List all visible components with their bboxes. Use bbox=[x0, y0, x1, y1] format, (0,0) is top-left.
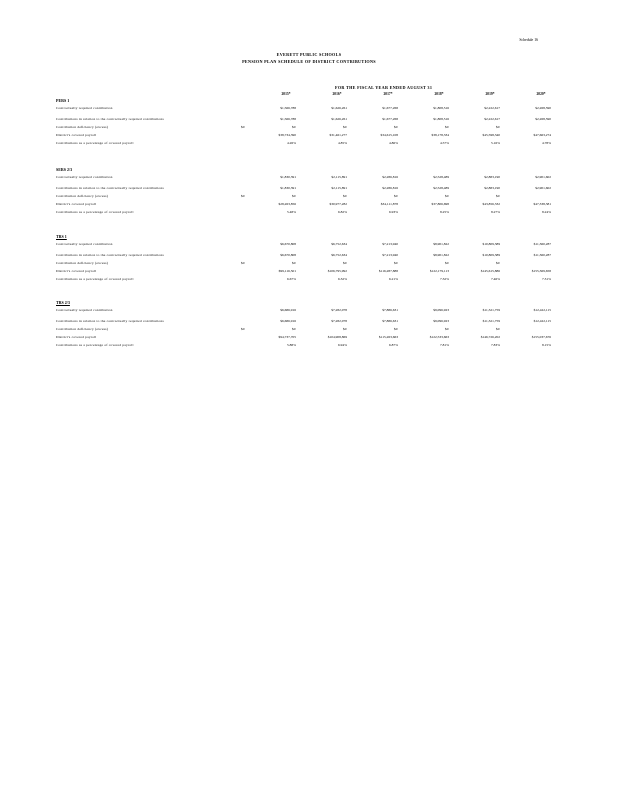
cell-pct: 6.21% bbox=[388, 277, 398, 281]
cell-payroll: $34,111,878 bbox=[380, 202, 398, 206]
cell-in-relation: $1,830,391 bbox=[280, 186, 296, 190]
cell-deficiency: $0 bbox=[394, 125, 398, 129]
row-label: Contributions as a percentage of covered payroll bbox=[56, 141, 134, 145]
cell-payroll: $155,037,676 bbox=[531, 335, 551, 339]
cell-payroll: $122,533,663 bbox=[429, 335, 449, 339]
cell-required: $9,096,923 bbox=[433, 308, 449, 312]
year-header: 2019* bbox=[485, 92, 495, 96]
cell-pct: 4.85% bbox=[337, 141, 347, 145]
row-label: Contributions in relation to the contractually required contributions bbox=[56, 253, 164, 257]
cell-pct: 7.46% bbox=[490, 277, 500, 281]
cell-pct: 4.26% bbox=[286, 141, 296, 145]
cell-in-relation: $2,883,190 bbox=[484, 186, 500, 190]
cell-pct: 8.27% bbox=[490, 210, 500, 214]
cell-required: $1,626,261 bbox=[331, 106, 347, 110]
cell-in-relation: $2,901,602 bbox=[535, 186, 551, 190]
cell-required: $11,321,759 bbox=[482, 308, 500, 312]
cell-pct: 5.88% bbox=[286, 343, 296, 347]
cell-pct: 4.78% bbox=[541, 141, 551, 145]
cell-deficiency: $0 bbox=[292, 194, 296, 198]
year-header: 2020* bbox=[536, 92, 546, 96]
cell-payroll: $104,908,869 bbox=[327, 335, 347, 339]
row-label: Contributions in relation to the contractually required contributions bbox=[56, 319, 164, 323]
cell-deficiency: $0 bbox=[496, 125, 500, 129]
cell-pct: 6.67% bbox=[286, 277, 296, 281]
cell-required: $2,268,590 bbox=[535, 106, 551, 110]
schedule-label: Schedule 16 bbox=[519, 38, 538, 42]
cell-deficiency: $0 bbox=[394, 327, 398, 331]
cell-deficiency: $0 bbox=[292, 261, 296, 265]
cell-deficiency: $0 bbox=[343, 327, 347, 331]
cell-in-relation: $6,670,808 bbox=[280, 253, 296, 257]
cell-pct: 4.86% bbox=[388, 141, 398, 145]
cell-in-relation: $9,096,923 bbox=[433, 319, 449, 323]
cell-pct: 8.24% bbox=[541, 210, 551, 214]
cell-payroll: $31,461,277 bbox=[329, 133, 347, 137]
cell-pct: 7.81% bbox=[439, 343, 449, 347]
cell-payroll: $115,263,663 bbox=[378, 335, 398, 339]
cell-deficiency: $0 bbox=[445, 261, 449, 265]
cell-payroll: $34,615,108 bbox=[380, 133, 398, 137]
cell-pct: 8.25% bbox=[439, 210, 449, 214]
year-header: 2017* bbox=[383, 92, 393, 96]
cell-payroll: $45,598,340 bbox=[482, 133, 500, 137]
cell-deficiency: $0 bbox=[241, 125, 245, 129]
cell-deficiency: $0 bbox=[394, 194, 398, 198]
cell-payroll: $43,856,332 bbox=[482, 202, 500, 206]
cell-required: $10,809,389 bbox=[482, 242, 500, 246]
cell-pct: 4.57% bbox=[439, 141, 449, 145]
cell-pct: 6.94% bbox=[337, 343, 347, 347]
cell-pct: 5.16% bbox=[490, 141, 500, 145]
cell-deficiency: $0 bbox=[445, 194, 449, 198]
cell-payroll: $38,178,334 bbox=[431, 133, 449, 137]
cell-in-relation: $7,886,631 bbox=[382, 319, 398, 323]
section-title: SERS 2/3 bbox=[56, 167, 73, 172]
cell-deficiency: $0 bbox=[343, 194, 347, 198]
cell-deficiency: $0 bbox=[241, 194, 245, 198]
cell-in-relation: $6,752,634 bbox=[331, 253, 347, 257]
cell-payroll: $99,116,501 bbox=[278, 269, 296, 273]
cell-required: $7,886,631 bbox=[382, 308, 398, 312]
row-label: Contractually required contribution bbox=[56, 242, 113, 246]
cell-required: $2,528,489 bbox=[433, 175, 449, 179]
cell-deficiency: $0 bbox=[496, 194, 500, 198]
cell-pct: 7.31% bbox=[541, 277, 551, 281]
cell-in-relation: $2,286,816 bbox=[382, 186, 398, 190]
period-heading: FOR THE FISCAL YEAR ENDED AUGUST 31 bbox=[335, 85, 433, 90]
cell-in-relation: $1,808,516 bbox=[433, 117, 449, 121]
cell-deficiency: $0 bbox=[496, 327, 500, 331]
row-label: District's covered payroll bbox=[56, 202, 97, 206]
cell-required: $12,422,115 bbox=[533, 308, 551, 312]
row-label: Contribution deficiency (excess) bbox=[56, 327, 109, 331]
cell-deficiency: $0 bbox=[394, 261, 398, 265]
report-title: EVERETT PUBLIC SCHOOLS bbox=[276, 52, 342, 57]
cell-required: $7,282,078 bbox=[331, 308, 347, 312]
cell-required: $1,808,516 bbox=[433, 106, 449, 110]
section-title: PERS 1 bbox=[56, 98, 70, 103]
cell-required: $1,566,788 bbox=[280, 106, 296, 110]
cell-payroll: $30,977,282 bbox=[329, 202, 347, 206]
cell-payroll: $47,338,381 bbox=[533, 202, 551, 206]
section-title: TRS 1 bbox=[56, 234, 67, 239]
row-label: District's covered payroll bbox=[56, 133, 97, 137]
cell-payroll: $155,369,658 bbox=[531, 269, 551, 273]
row-label: District's covered payroll bbox=[56, 269, 97, 273]
cell-required: $11,360,287 bbox=[533, 242, 551, 246]
cell-pct: 5.48% bbox=[286, 210, 296, 214]
cell-payroll: $116,287,888 bbox=[378, 269, 398, 273]
cell-payroll: $94,737,705 bbox=[278, 335, 296, 339]
cell-pct: 6.82% bbox=[337, 210, 347, 214]
cell-in-relation: $6,686,916 bbox=[280, 319, 296, 323]
report-subtitle: PENSION PLAN SCHEDULE OF DISTRICT CONTRIBUTIONS bbox=[242, 59, 376, 64]
row-label: Contribution deficiency (excess) bbox=[56, 125, 109, 129]
row-label: Contractually required contribution bbox=[56, 308, 113, 312]
cell-in-relation: $1,626,261 bbox=[331, 117, 347, 121]
cell-deficiency: $0 bbox=[292, 125, 296, 129]
cell-in-relation: $1,566,788 bbox=[280, 117, 296, 121]
cell-required: $8,901,822 bbox=[433, 242, 449, 246]
cell-pct: 7.32% bbox=[439, 277, 449, 281]
row-label: Contributions in relation to the contractually required contributions bbox=[56, 186, 164, 190]
year-header: 2016* bbox=[332, 92, 342, 96]
cell-required: $1,830,391 bbox=[280, 175, 296, 179]
row-label: Contribution deficiency (excess) bbox=[56, 194, 109, 198]
cell-required: $6,752,634 bbox=[331, 242, 347, 246]
cell-payroll: $146,726,202 bbox=[480, 335, 500, 339]
cell-deficiency: $0 bbox=[496, 261, 500, 265]
cell-in-relation: $2,528,489 bbox=[433, 186, 449, 190]
year-header: 2018* bbox=[434, 92, 444, 96]
cell-in-relation: $2,268,590 bbox=[535, 117, 551, 121]
cell-deficiency: $0 bbox=[343, 261, 347, 265]
cell-in-relation: $12,422,115 bbox=[533, 319, 551, 323]
row-label: Contributions as a percentage of covered payroll bbox=[56, 210, 134, 214]
cell-payroll: $106,795,992 bbox=[327, 269, 347, 273]
cell-in-relation: $7,282,078 bbox=[331, 319, 347, 323]
year-header: 2015* bbox=[281, 92, 291, 96]
cell-in-relation: $8,901,822 bbox=[433, 253, 449, 257]
cell-deficiency: $0 bbox=[241, 327, 245, 331]
cell-pct: 8.15% bbox=[541, 343, 551, 347]
cell-required: $2,286,816 bbox=[382, 175, 398, 179]
cell-deficiency: $0 bbox=[445, 327, 449, 331]
cell-payroll: $145,615,886 bbox=[480, 269, 500, 273]
cell-required: $2,115,891 bbox=[331, 175, 347, 179]
cell-deficiency: $0 bbox=[241, 261, 245, 265]
cell-required: $2,222,617 bbox=[484, 106, 500, 110]
cell-required: $1,677,268 bbox=[382, 106, 398, 110]
cell-pct: 6.32% bbox=[337, 277, 347, 281]
cell-payroll: $28,263,856 bbox=[278, 202, 296, 206]
cell-in-relation: $2,115,891 bbox=[331, 186, 347, 190]
cell-payroll: $37,806,698 bbox=[431, 202, 449, 206]
row-label: Contractually required contribution bbox=[56, 175, 113, 179]
row-label: Contributions as a percentage of covered payroll bbox=[56, 343, 134, 347]
row-label: Contribution deficiency (excess) bbox=[56, 261, 109, 265]
cell-pct: 7.83% bbox=[490, 343, 500, 347]
row-label: District's covered payroll bbox=[56, 335, 97, 339]
cell-deficiency: $0 bbox=[292, 327, 296, 331]
cell-in-relation: $7,213,940 bbox=[382, 253, 398, 257]
cell-pct: 6.93% bbox=[388, 210, 398, 214]
cell-payroll: $122,179,113 bbox=[429, 269, 449, 273]
cell-in-relation: $1,677,268 bbox=[382, 117, 398, 121]
cell-pct: 6.87% bbox=[388, 343, 398, 347]
row-label: Contractually required contribution bbox=[56, 106, 113, 110]
cell-required: $2,883,190 bbox=[484, 175, 500, 179]
cell-required: $6,670,808 bbox=[280, 242, 296, 246]
row-label: Contributions as a percentage of covered payroll bbox=[56, 277, 134, 281]
cell-deficiency: $0 bbox=[343, 125, 347, 129]
cell-required: $2,901,602 bbox=[535, 175, 551, 179]
cell-in-relation: $2,222,617 bbox=[484, 117, 500, 121]
cell-in-relation: $11,321,759 bbox=[482, 319, 500, 323]
cell-required: $6,686,916 bbox=[280, 308, 296, 312]
cell-payroll: $47,663,274 bbox=[533, 133, 551, 137]
row-label: Contributions in relation to the contractually required contributions bbox=[56, 117, 164, 121]
cell-deficiency: $0 bbox=[445, 125, 449, 129]
cell-in-relation: $11,360,287 bbox=[533, 253, 551, 257]
cell-payroll: $38,734,390 bbox=[278, 133, 296, 137]
cell-in-relation: $10,809,389 bbox=[482, 253, 500, 257]
section-title: TRS 2/3 bbox=[56, 300, 70, 305]
cell-required: $7,213,940 bbox=[382, 242, 398, 246]
